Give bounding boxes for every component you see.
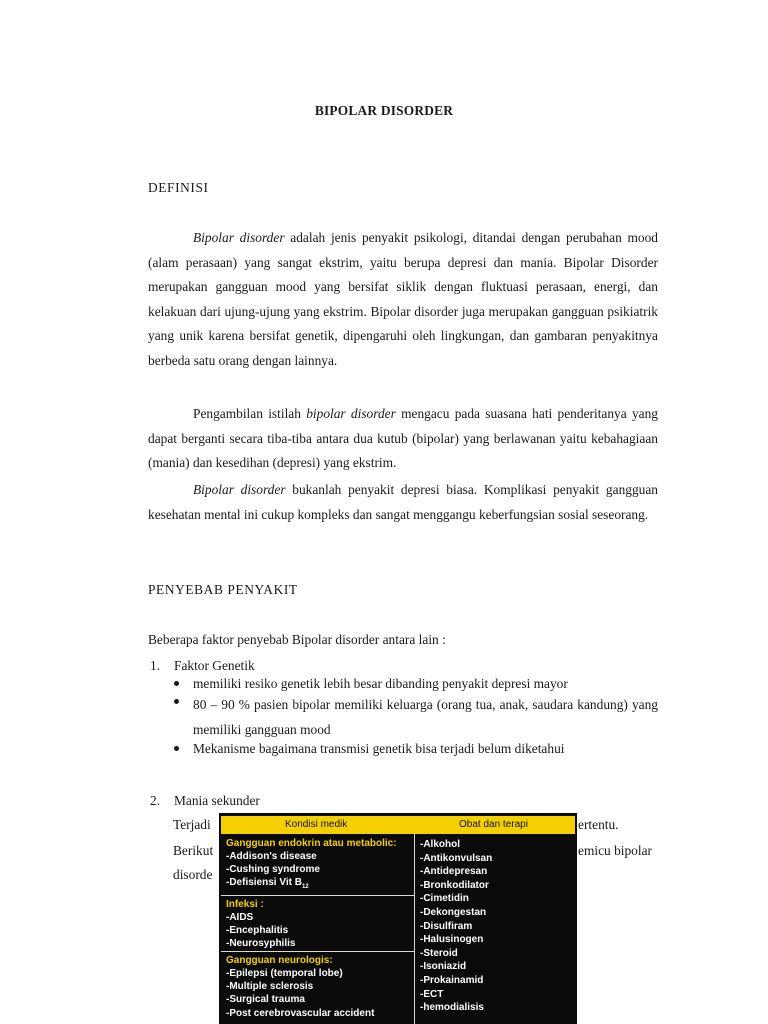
group-title: Infeksi : [226, 899, 264, 910]
column-header-right: Obat dan terapi [459, 819, 528, 830]
table-column-left [221, 834, 415, 1024]
term-italic: Bipolar disorder [193, 230, 285, 245]
text-line-partial: emicu bipolar [578, 843, 652, 858]
list-item: 80 – 90 % pasien bipolar memiliki keluarga (orang tua, anak, saudara kandung) yang memiliki gangguan mood [172, 692, 658, 742]
table-item: -Isoniazid [420, 961, 467, 973]
table-item: -Bronkodilator [420, 879, 489, 891]
section-heading-penyebab: PENYEBAB PENYAKIT [148, 582, 298, 597]
table-item: -ECT [420, 988, 444, 1000]
table-item: -Surgical trauma [226, 994, 305, 1006]
item-number: 2. [150, 793, 161, 808]
group-title: Gangguan neurologis: [226, 955, 333, 966]
table-item: -Addison's disease [226, 851, 317, 862]
table-group [221, 895, 414, 951]
item-number: 1. [150, 658, 161, 673]
table-item: -Encephalitis [226, 925, 289, 937]
paragraph-text: Pengambilan istilah [193, 406, 307, 421]
definisi-paragraph-1 [148, 226, 658, 373]
table-item: -Cushing syndrome [226, 864, 320, 876]
table-item: -Alkohol [420, 839, 460, 850]
paragraph-text: mengacu pada suasana hati penderitanya yang dapat berganti secara tiba-tiba antara dua kutub (bipolar) yang berlawanan yaitu kebahagiaan (mania) dan kesedihan (depresi) yang ekstrim. [148, 406, 658, 470]
table-item-text: -Defisiensi Vit B [226, 877, 302, 889]
text-line-partial: Terjadi [173, 817, 211, 832]
numbered-item-2 [150, 792, 260, 810]
section-heading-definisi: DEFINISI [148, 180, 209, 195]
page-title: BIPOLAR DISORDER [314, 103, 454, 118]
drug-list [420, 838, 492, 1015]
table-group [221, 834, 414, 895]
table-item: -AIDS [226, 912, 254, 923]
table-column-right [416, 834, 575, 1024]
definisi-paragraph-3 [148, 478, 658, 527]
table-item: -Dekongestan [420, 906, 487, 918]
table-item: -hemodialisis [420, 1002, 484, 1014]
table-item: -Cimetidin [420, 893, 469, 905]
item-label: Faktor Genetik [174, 658, 255, 673]
term-italic: bipolar disorder [306, 406, 396, 421]
list-item: Mekanisme bagaimana transmisi genetik bisa terjadi belum diketahui [172, 739, 658, 758]
text-line-partial: disorde [173, 867, 213, 882]
table-item: -Disulfiram [420, 920, 473, 932]
table-item: -Antidepresan [420, 866, 488, 878]
table-item: -Post cerebrovascular accident [226, 1007, 375, 1019]
text-line-partial: ertentu. [578, 817, 619, 832]
group-title: Gangguan endokrin atau metabolic: [226, 838, 397, 849]
paragraph-text: adalah jenis penyakit psikologi, ditandai dengan perubahan mood (alam perasaan) yang sangat ekstrim, yaitu berupa depresi dan mania. Bipolar Disorder merupakan gangguan mood yang bersifat siklik dengan fluktuasi perasaan, energi, dan kelakuan dari ujung-ujung yang ekstrim. Bipolar disorder juga merupakan gangguan psikiatrik yang unik karena bersifat genetik, dipengaruhi oleh lingkungan, dan gambaran penyakitnya berbeda satu orang dengan lainnya. [148, 230, 659, 368]
numbered-item-1 [150, 657, 255, 675]
list-item: memiliki resiko genetik lebih besar dibanding penyakit depresi mayor [172, 674, 658, 693]
column-header-left: Kondisi medik [285, 819, 348, 830]
embedded-table-image [219, 813, 577, 1024]
table-item: -Prokainamid [420, 974, 484, 986]
table-header [221, 816, 575, 834]
table-item: -Steroid [420, 947, 458, 959]
table-item: -Antikonvulsan [420, 852, 493, 864]
table-item: -Neurosyphilis [226, 938, 296, 950]
table-item: -Halusinogen [420, 934, 484, 946]
table-item: -Multiple sclerosis [226, 981, 314, 993]
table-group [221, 951, 414, 1020]
subscript: 12 [301, 884, 309, 891]
text-line-partial: Berikut [173, 843, 214, 858]
penyebab-intro: Beberapa faktor penyebab Bipolar disorder antara lain : [148, 632, 446, 647]
item-label: Mania sekunder [174, 793, 260, 808]
table-item [221, 876, 414, 894]
table-item: -Epilepsi (temporal lobe) [226, 968, 343, 979]
bullet-list-genetik [172, 674, 658, 758]
term-italic: Bipolar disorder [193, 482, 286, 497]
definisi-paragraph-2 [148, 402, 658, 476]
paragraph-text: bukanlah penyakit depresi biasa. Komplikasi penyakit gangguan kesehatan mental ini cukup kompleks dan sangat menggangu keberfungsian sosial seseorang. [148, 482, 658, 522]
